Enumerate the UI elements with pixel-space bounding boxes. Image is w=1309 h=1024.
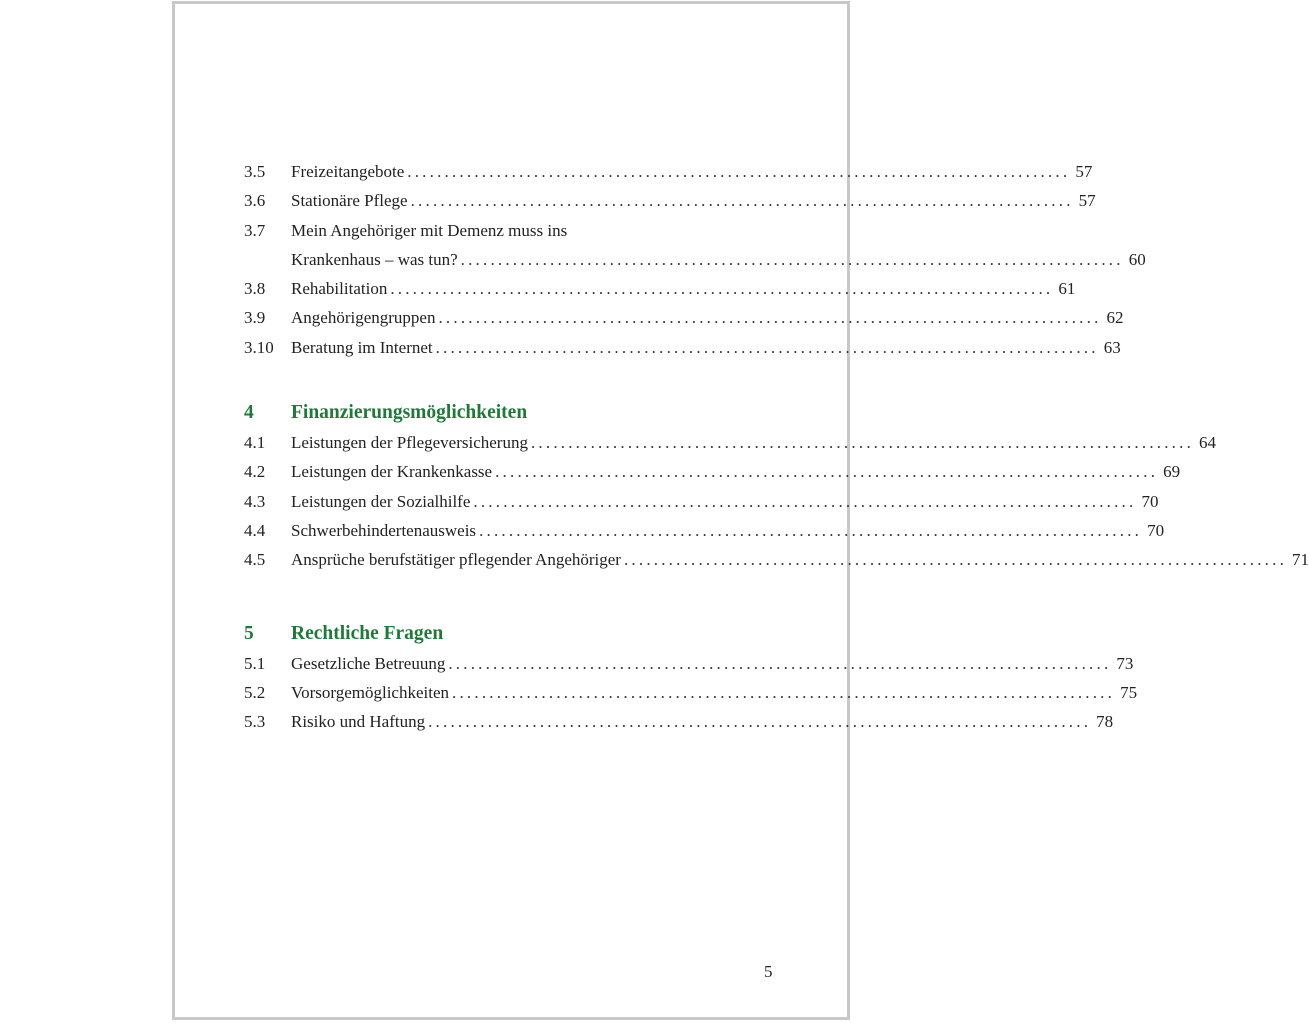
toc-entry-page: 62: [1106, 308, 1124, 328]
dot-leader: .........................................................................................: [448, 653, 1112, 673]
toc-entry-page: 57: [1075, 162, 1093, 181]
toc-entry-page: 60: [1128, 249, 1146, 269]
chapter-heading-4[interactable]: [244, 398, 772, 428]
chapter-title: Finanzierungsmöglichkeiten: [291, 402, 528, 424]
toc-entry-title: Stationäre Pflege: [291, 191, 408, 211]
toc-entry-4-3[interactable]: [244, 487, 1159, 516]
toc-entry-title: Risiko und Haftung: [291, 712, 426, 732]
toc-entry-number: 4.5: [244, 550, 266, 570]
toc-entry-number: 3.6: [244, 191, 266, 211]
toc-entry-page: 71: [1292, 550, 1309, 570]
toc-entry-page: 64: [1199, 433, 1217, 453]
toc-entry-3-6[interactable]: [244, 186, 1096, 215]
chapter-number: 5: [244, 622, 254, 644]
toc-entry-number: 5.3: [244, 712, 266, 732]
toc-entry-number: 4.1: [244, 433, 266, 453]
toc-entry-page: 70: [1141, 491, 1159, 511]
toc-entry-title: Leistungen der Sozialhilfe: [291, 491, 471, 511]
toc-entry-page: 63: [1103, 337, 1121, 357]
chapter-heading-5[interactable]: [244, 619, 772, 649]
toc-entry-title: Schwerbehindertenausweis: [291, 520, 477, 540]
dot-leader: .........................................................................................: [452, 682, 1116, 702]
toc-entry-number: 5.1: [244, 653, 266, 673]
toc-entry-number: 4.2: [244, 462, 266, 482]
toc-entry-title: Vorsorgemöglichkeiten: [291, 682, 450, 702]
toc-entry-3-7[interactable]: [244, 216, 772, 245]
toc-entry-4-5[interactable]: [244, 545, 1309, 574]
toc-entry-number: 5.2: [244, 682, 266, 702]
toc-entry-number: 4.4: [244, 520, 266, 540]
chapter-title: Rechtliche Fragen: [291, 622, 444, 644]
dot-leader: .........................................................................................: [473, 491, 1137, 511]
toc-entry-number: 3.5: [244, 162, 266, 181]
toc-entry-title: Leistungen der Krankenkasse: [291, 462, 493, 482]
toc-entry-title: Beratung im Internet: [291, 337, 433, 357]
dot-leader: .........................................................................................: [410, 191, 1074, 211]
toc-entry-page: 61: [1058, 279, 1076, 299]
toc-entry-3-5[interactable]: [244, 157, 1093, 186]
toc-entry-title: Leistungen der Pflegeversicherung: [291, 433, 528, 453]
dot-leader: .........................................................................................: [438, 308, 1102, 328]
toc-entry-4-2[interactable]: [244, 457, 1181, 486]
dot-leader: .........................................................................................: [495, 462, 1159, 482]
dot-leader: .........................................................................................: [435, 337, 1099, 357]
toc-entry-number: 4.3: [244, 491, 266, 511]
page-number: 5: [764, 962, 773, 981]
table-of-contents: [244, 157, 1309, 736]
toc-entry-title: Gesetzliche Betreuung: [291, 653, 446, 673]
toc-entry-number: 3.8: [244, 279, 266, 299]
toc-entry-title: Angehörigengruppen: [291, 308, 436, 328]
dot-leader: .........................................................................................: [530, 433, 1195, 453]
dot-leader: .........................................................................................: [460, 249, 1124, 269]
toc-entry-page: 73: [1116, 653, 1134, 673]
toc-entry-title: Freizeitangebote: [291, 162, 405, 181]
toc-entry-5-1[interactable]: [244, 649, 1134, 678]
dot-leader: .........................................................................................: [390, 279, 1054, 299]
toc-entry-page: 75: [1120, 682, 1138, 702]
toc-entry-number: 3.10: [244, 337, 274, 357]
dot-leader: .........................................................................................: [407, 162, 1071, 181]
toc-entry-3-9[interactable]: [244, 303, 1124, 332]
toc-entry-number: 3.7: [244, 220, 266, 240]
toc-entry-5-3[interactable]: [244, 707, 1114, 736]
toc-entry-3-7-continued[interactable]: [244, 245, 1146, 274]
toc-entry-page: 69: [1163, 462, 1181, 482]
dot-leader: .........................................................................................: [428, 712, 1092, 732]
toc-entry-3-10[interactable]: [244, 333, 1121, 362]
toc-entry-title-continued: Krankenhaus – was tun?: [291, 249, 458, 269]
dot-leader: .........................................................................................: [479, 520, 1143, 540]
toc-entry-3-8[interactable]: [244, 274, 1076, 303]
toc-entry-number: 3.9: [244, 308, 266, 328]
toc-entry-4-4[interactable]: [244, 516, 1165, 545]
toc-entry-title: Mein Angehöriger mit Demenz muss ins: [291, 220, 568, 240]
dot-leader: .........................................................................................: [623, 550, 1288, 570]
toc-entry-title: Ansprüche berufstätiger pflegender Angehöriger: [291, 550, 621, 570]
toc-entry-5-2[interactable]: [244, 678, 1138, 707]
chapter-number: 4: [244, 402, 254, 424]
toc-entry-page: 78: [1096, 712, 1114, 732]
toc-entry-page: 70: [1147, 520, 1165, 540]
toc-entry-title: Rehabilitation: [291, 279, 388, 299]
toc-entry-4-1[interactable]: [244, 428, 1217, 457]
toc-entry-page: 57: [1078, 191, 1096, 211]
